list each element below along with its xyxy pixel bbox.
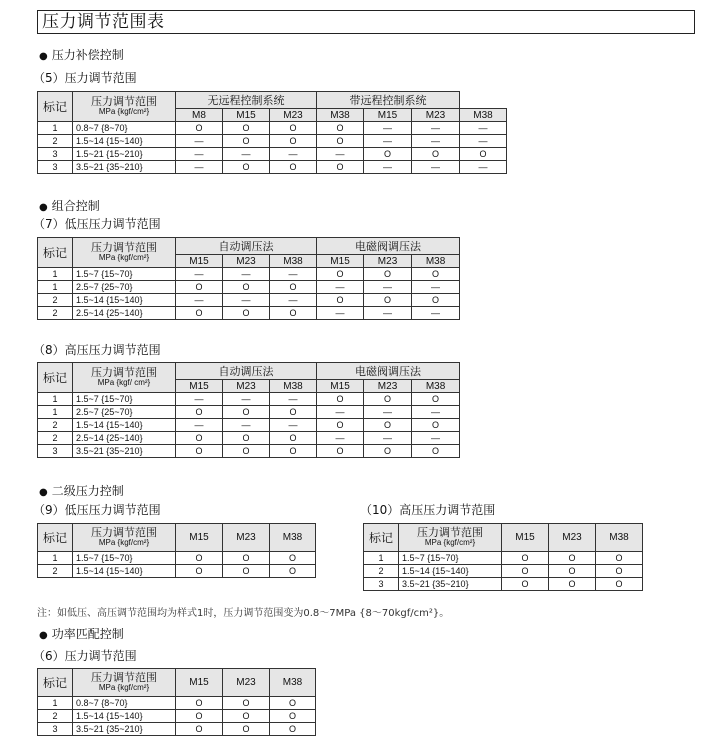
cell-availability: O: [596, 565, 643, 578]
heading-text: 压力补偿控制: [51, 48, 124, 62]
col-header-model: M38: [596, 524, 643, 552]
table-low-pressure-combined: [37, 237, 460, 320]
range-label: 压力调节范围: [417, 525, 483, 539]
col-header-mark: 标记: [38, 92, 73, 122]
col-header-range: [73, 524, 176, 552]
group-header-0: 自动调压法: [176, 238, 317, 255]
col-header-model: M23: [223, 255, 270, 268]
cell-availability: O: [317, 135, 364, 148]
table-row: [364, 552, 643, 565]
cell-range: 1.5~14 {15~140}: [73, 294, 176, 307]
cell-availability: O: [176, 281, 223, 294]
cell-range: 1.5~7 {15~70}: [73, 268, 176, 281]
cell-availability: —: [364, 432, 412, 445]
cell-range: 1.5~14 {15~140}: [73, 135, 176, 148]
group-header-1: 带远程控制系统: [317, 92, 460, 109]
col-header-mark: 标记: [38, 238, 73, 268]
cell-range: 2.5~14 {25~140}: [73, 432, 176, 445]
cell-availability: —: [460, 161, 507, 174]
cell-availability: —: [364, 122, 412, 135]
col-header-model: M38: [270, 380, 317, 393]
table-row: [38, 161, 507, 174]
cell-mark: 1: [38, 281, 73, 294]
cell-availability: —: [317, 281, 364, 294]
cell-availability: O: [176, 406, 223, 419]
cell-availability: O: [270, 432, 317, 445]
cell-availability: O: [223, 710, 270, 723]
col-header-model: M8: [176, 109, 223, 122]
cell-availability: —: [317, 307, 364, 320]
cell-availability: O: [317, 268, 364, 281]
cell-availability: —: [270, 148, 317, 161]
col-header-model: M15: [176, 255, 223, 268]
col-header-model: M15: [223, 109, 270, 122]
cell-availability: —: [223, 393, 270, 406]
col-header-range: [73, 92, 176, 122]
table-row: [38, 148, 507, 161]
col-header-range: [73, 363, 176, 393]
cell-availability: —: [176, 294, 223, 307]
cell-mark: 2: [38, 294, 73, 307]
col-header-model: M15: [176, 524, 223, 552]
heading-text: 功率匹配控制: [51, 627, 124, 641]
col-header-model: M15: [317, 255, 364, 268]
col-header-model: M23: [549, 524, 596, 552]
cell-availability: —: [364, 406, 412, 419]
cell-availability: —: [364, 135, 412, 148]
bullet-icon: ●: [39, 487, 48, 498]
table-two-stage-high: [363, 523, 643, 591]
footnote: 注：如低压、高压调节范围均为样式1时，压力调节范围变为0.8～7MPa {8～70kgf/cm²}。: [37, 608, 450, 619]
table-row: [38, 445, 460, 458]
cell-availability: O: [596, 578, 643, 591]
table-row: [38, 419, 460, 432]
cell-availability: O: [176, 697, 223, 710]
section-heading-two-stage: [39, 482, 124, 499]
table-header-row: [38, 524, 316, 552]
subsection-title-7: （7）低压压力调节范围: [33, 217, 161, 231]
table-row: [364, 565, 643, 578]
range-label: 压力调节范围: [91, 525, 157, 539]
table-row: [38, 135, 507, 148]
cell-availability: —: [223, 294, 270, 307]
cell-availability: —: [460, 135, 507, 148]
cell-availability: —: [412, 135, 460, 148]
cell-mark: 2: [364, 565, 399, 578]
col-header-model: M23: [223, 524, 270, 552]
col-header-mark: 标记: [38, 669, 73, 697]
cell-availability: —: [364, 307, 412, 320]
cell-mark: 2: [38, 135, 73, 148]
cell-range: 0.8~7 {8~70}: [73, 697, 176, 710]
cell-mark: 3: [38, 445, 73, 458]
cell-availability: —: [223, 268, 270, 281]
cell-availability: —: [317, 148, 364, 161]
table-row: [38, 406, 460, 419]
col-header-range: [73, 238, 176, 268]
cell-availability: O: [270, 710, 316, 723]
cell-range: 1.5~14 {15~140}: [73, 419, 176, 432]
cell-availability: O: [364, 393, 412, 406]
cell-mark: 3: [364, 578, 399, 591]
subsection-title-9: （9）低压压力调节范围: [33, 503, 161, 517]
cell-mark: 1: [38, 552, 73, 565]
cell-availability: O: [270, 135, 317, 148]
cell-availability: O: [176, 565, 223, 578]
cell-range: 3.5~21 {35~210}: [73, 445, 176, 458]
unit-label: MPa {kgf/cm²}: [98, 252, 150, 262]
cell-availability: O: [223, 135, 270, 148]
cell-availability: —: [317, 432, 364, 445]
table-pressure-compensation: [37, 91, 507, 174]
col-header-model: M15: [317, 380, 364, 393]
cell-availability: —: [176, 419, 223, 432]
cell-availability: O: [223, 122, 270, 135]
cell-availability: O: [549, 578, 596, 591]
group-header-0: 自动调压法: [176, 363, 317, 380]
cell-availability: O: [317, 419, 364, 432]
bullet-icon: ●: [39, 630, 48, 641]
cell-availability: O: [223, 432, 270, 445]
cell-range: 2.5~14 {25~140}: [73, 307, 176, 320]
cell-availability: O: [176, 710, 223, 723]
table-header-row: [38, 238, 460, 255]
col-header-model: M38: [270, 669, 316, 697]
col-header-model: M38: [460, 109, 507, 122]
cell-availability: O: [596, 552, 643, 565]
table-row: [38, 552, 316, 565]
col-header-model: M23: [223, 669, 270, 697]
cell-availability: O: [223, 445, 270, 458]
cell-availability: O: [412, 294, 460, 307]
cell-availability: O: [412, 148, 460, 161]
cell-availability: O: [223, 552, 270, 565]
col-header-range: [399, 524, 502, 552]
cell-availability: —: [270, 268, 317, 281]
cell-availability: O: [176, 432, 223, 445]
cell-availability: O: [270, 723, 316, 736]
unit-label: MPa {kgf/cm²}: [98, 537, 150, 547]
cell-mark: 2: [38, 710, 73, 723]
cell-availability: —: [176, 393, 223, 406]
cell-availability: O: [412, 393, 460, 406]
page-title: 压力调节范围表: [37, 10, 695, 34]
cell-availability: O: [223, 697, 270, 710]
col-header-range: [73, 669, 176, 697]
cell-mark: 1: [38, 406, 73, 419]
cell-availability: O: [317, 122, 364, 135]
cell-availability: —: [223, 419, 270, 432]
cell-availability: O: [412, 445, 460, 458]
cell-availability: O: [223, 565, 270, 578]
group-header-0: 无远程控制系统: [176, 92, 317, 109]
col-header-model: M38: [317, 109, 364, 122]
cell-mark: 3: [38, 148, 73, 161]
cell-availability: O: [317, 294, 364, 307]
cell-availability: O: [176, 723, 223, 736]
table-row: [38, 697, 316, 710]
group-header-1: 电磁阀调压法: [317, 238, 460, 255]
cell-availability: O: [270, 161, 317, 174]
cell-availability: O: [549, 565, 596, 578]
cell-availability: —: [223, 148, 270, 161]
cell-availability: O: [270, 445, 317, 458]
cell-availability: —: [460, 122, 507, 135]
cell-availability: O: [270, 406, 317, 419]
table-row: [364, 578, 643, 591]
col-header-model: M23: [364, 255, 412, 268]
cell-availability: —: [176, 148, 223, 161]
col-header-model: M15: [176, 669, 223, 697]
table-power-matching: [37, 668, 316, 736]
table-row: [38, 281, 460, 294]
table-row: [38, 710, 316, 723]
cell-availability: O: [176, 445, 223, 458]
cell-mark: 2: [38, 419, 73, 432]
col-header-model: M38: [270, 255, 317, 268]
col-header-model: M38: [412, 380, 460, 393]
section-heading-pressure-compensation: [39, 46, 124, 63]
table-row: [38, 268, 460, 281]
cell-availability: O: [502, 565, 549, 578]
cell-availability: —: [176, 135, 223, 148]
table-row: [38, 294, 460, 307]
cell-range: 1.5~7 {15~70}: [399, 552, 502, 565]
cell-mark: 3: [38, 723, 73, 736]
cell-mark: 2: [38, 307, 73, 320]
cell-availability: O: [364, 268, 412, 281]
bullet-icon: ●: [39, 202, 48, 213]
cell-mark: 3: [38, 161, 73, 174]
cell-availability: O: [270, 281, 317, 294]
cell-availability: —: [412, 281, 460, 294]
cell-availability: —: [364, 281, 412, 294]
cell-availability: —: [176, 268, 223, 281]
subsection-title-5: （5）压力调节范围: [33, 71, 137, 85]
cell-availability: —: [317, 406, 364, 419]
subsection-title-6: （6）压力调节范围: [33, 649, 137, 663]
section-heading-power-matching: [39, 625, 124, 642]
cell-mark: 1: [38, 697, 73, 710]
cell-range: 1.5~14 {15~140}: [73, 710, 176, 723]
unit-label: MPa {kgf/cm²}: [98, 682, 150, 692]
heading-text: 组合控制: [51, 199, 100, 213]
cell-availability: O: [176, 552, 223, 565]
table-row: [38, 723, 316, 736]
cell-availability: O: [364, 419, 412, 432]
cell-availability: O: [412, 268, 460, 281]
cell-availability: O: [549, 552, 596, 565]
table-row: [38, 565, 316, 578]
cell-range: 1.5~14 {15~140}: [73, 565, 176, 578]
col-header-mark: 标记: [364, 524, 399, 552]
table-row: [38, 393, 460, 406]
cell-availability: O: [460, 148, 507, 161]
table-header-row: [38, 92, 507, 109]
table-header-row: [364, 524, 643, 552]
cell-availability: O: [412, 419, 460, 432]
heading-text: 二级压力控制: [51, 484, 124, 498]
group-header-1: 电磁阀调压法: [317, 363, 460, 380]
col-header-model: M38: [412, 255, 460, 268]
cell-availability: O: [317, 161, 364, 174]
cell-availability: O: [270, 565, 316, 578]
cell-mark: 2: [38, 432, 73, 445]
cell-availability: O: [364, 294, 412, 307]
cell-availability: O: [223, 307, 270, 320]
table-row: [38, 432, 460, 445]
cell-availability: —: [364, 161, 412, 174]
cell-availability: O: [176, 307, 223, 320]
cell-availability: O: [270, 307, 317, 320]
cell-availability: O: [364, 445, 412, 458]
cell-availability: O: [223, 723, 270, 736]
cell-availability: —: [270, 294, 317, 307]
cell-mark: 1: [38, 122, 73, 135]
col-header-model: M15: [364, 109, 412, 122]
cell-range: 1.5~21 {15~210}: [73, 148, 176, 161]
cell-availability: O: [270, 697, 316, 710]
cell-availability: O: [364, 148, 412, 161]
range-label: 压力调节范围: [91, 240, 157, 254]
col-header-model: M15: [176, 380, 223, 393]
unit-label: MPa {kgf/cm²}: [98, 106, 150, 116]
subsection-title-10: （10）高压压力调节范围: [360, 503, 496, 517]
cell-availability: —: [412, 432, 460, 445]
section-heading-combined-control: [39, 197, 100, 214]
cell-availability: O: [176, 122, 223, 135]
cell-availability: O: [317, 445, 364, 458]
col-header-model: M23: [223, 380, 270, 393]
table-header-row: [38, 669, 316, 697]
cell-mark: 1: [38, 268, 73, 281]
cell-availability: —: [176, 161, 223, 174]
table-row: [38, 307, 460, 320]
cell-availability: O: [270, 122, 317, 135]
cell-availability: —: [270, 419, 317, 432]
subsection-title-8: （8）高压压力调节范围: [33, 343, 161, 357]
cell-availability: O: [502, 552, 549, 565]
cell-availability: O: [223, 406, 270, 419]
cell-availability: O: [223, 281, 270, 294]
cell-range: 3.5~21 {35~210}: [73, 161, 176, 174]
unit-label: MPa {kgf/cm²}: [424, 537, 476, 547]
cell-range: 1.5~7 {15~70}: [73, 552, 176, 565]
table-high-pressure-combined: [37, 362, 460, 458]
table-two-stage-low: [37, 523, 316, 578]
range-label: 压力调节范围: [91, 94, 157, 108]
col-header-model: M23: [364, 380, 412, 393]
range-label: 压力调节范围: [91, 670, 157, 684]
col-header-mark: 标记: [38, 524, 73, 552]
cell-range: 3.5~21 {35~210}: [399, 578, 502, 591]
col-header-model: M23: [270, 109, 317, 122]
cell-availability: —: [412, 406, 460, 419]
col-header-model: M38: [270, 524, 316, 552]
cell-mark: 1: [364, 552, 399, 565]
cell-availability: O: [223, 161, 270, 174]
cell-range: 2.5~7 {25~70}: [73, 406, 176, 419]
bullet-icon: ●: [39, 51, 48, 62]
cell-range: 1.5~7 {15~70}: [73, 393, 176, 406]
cell-availability: —: [412, 122, 460, 135]
cell-range: 3.5~21 {35~210}: [73, 723, 176, 736]
cell-availability: O: [317, 393, 364, 406]
cell-range: 0.8~7 {8~70}: [73, 122, 176, 135]
col-header-model: M23: [412, 109, 460, 122]
unit-label: MPa {kgf/ cm²}: [97, 377, 151, 387]
cell-availability: —: [270, 393, 317, 406]
cell-mark: 2: [38, 565, 73, 578]
table-row: [38, 122, 507, 135]
cell-availability: —: [412, 161, 460, 174]
col-header-model: M15: [502, 524, 549, 552]
cell-mark: 1: [38, 393, 73, 406]
cell-range: 2.5~7 {25~70}: [73, 281, 176, 294]
range-label: 压力调节范围: [91, 365, 157, 379]
cell-range: 1.5~14 {15~140}: [399, 565, 502, 578]
cell-availability: O: [502, 578, 549, 591]
col-header-mark: 标记: [38, 363, 73, 393]
table-header-row: [38, 363, 460, 380]
cell-availability: —: [412, 307, 460, 320]
cell-availability: O: [270, 552, 316, 565]
